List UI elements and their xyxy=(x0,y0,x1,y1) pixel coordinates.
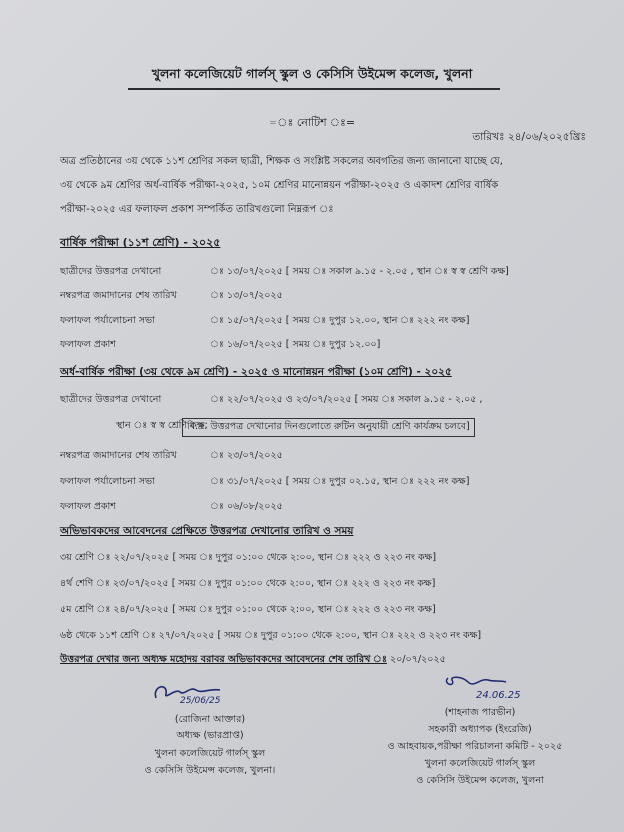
section-heading-half-yearly: অর্ধ-বার্ষিক পরীক্ষা (৩য় থেকে ৯ম শ্রেণি) - ২০২৫ ও মানোন্নয়ন পরীক্ষা (১০ম শ্রেণি) - ২০২৫ xyxy=(60,366,452,378)
right-name: (শাহনাজ পারভীন) xyxy=(444,707,516,718)
intro-line: ৩য় থেকে ৯ম শ্রেণির অর্ধ-বার্ষিক পরীক্ষা-২০২৫, ১০ম শ্রেণির মানোন্নয়ন পরীক্ষা-২০২৫ ও একাদশ শ্রেণির বার্ষিক xyxy=(60,180,499,191)
row-value: ঃ ২২/০৭/২০২৫ ও ২৩/০৭/২০২৫ [ সময় ঃ সকাল ৯.১৫ - ২.০৫ , xyxy=(210,394,483,405)
row-label: ছাত্রীদের উত্তরপত্র দেখানো xyxy=(60,394,162,405)
intro-line: পরীক্ষা-২০২৫ এর ফলাফল প্রকাশ সম্পর্কিত তারিখগুলো নিম্নরূপ ঃ xyxy=(60,204,334,215)
row-value: ঃ ০৬/০৮/২০২৫ xyxy=(210,501,283,512)
left-name: (রোজিনা আক্তার) xyxy=(174,714,246,725)
row-label: ছাত্রীদের উত্তরপত্র দেখানো xyxy=(60,266,162,277)
right-signature-date: 24.06.25 xyxy=(476,690,521,701)
row-label: নম্বরপত্র জমাদানের শেষ তারিখ xyxy=(60,450,177,461)
notice-date: তারিখঃ ২৪/০৬/২০২৫খ্রিঃ xyxy=(472,131,586,143)
deadline-label: উত্তরপত্র দেখার জন্য অধ্যক্ষ মহোদয় বরাবর অভিভাবকদের আবেদনের শেষ তারিখ ঃ xyxy=(60,654,387,665)
right-title: সহকারী অধ্যাপক (ইংরেজি) xyxy=(428,724,532,735)
row-value: ঃ ২৩/০৭/২০২৫ xyxy=(210,450,283,461)
intro-line: অত্র প্রতিষ্ঠানের ৩য় থেকে ১১শ শ্রেণির সকল ছাত্রী, শিক্ষক ও সংশ্লিষ্ট সকলের অবগতির জন্য জানানো যাচ্ছে যে, xyxy=(60,156,503,167)
place-text: স্থান ঃ স্ব স্ব শ্রেণি কক্ষ; xyxy=(116,420,208,431)
left-org2: ও কেসিসি উইমেন্স কলেজ, খুলনা। xyxy=(144,765,276,776)
row-value: ঃ ১৬/০৭/২০২৫ [ সময় ঃ দুপুর ১২.০০] xyxy=(210,339,381,350)
section-heading-annual: বার্ষিক পরীক্ষা (১১শ শ্রেণি) - ২০২৫ xyxy=(60,236,221,249)
notice-heading: =ঃ নোটিশ ঃ= xyxy=(268,116,356,129)
right-org2: ও কেসিসি উইমেন্স কলেজ, খুলনা xyxy=(416,775,544,786)
boxed-note: বি.দ্র. উত্তরপত্র দেখানোর দিনগুলোতে রুটিন অনুযায়ী শ্রেণি কার্যক্রম চলবে] xyxy=(182,418,475,437)
deadline-date: ২০/০৭/২০২৫ xyxy=(389,654,446,665)
row-label: ফলাফল পর্যালোচনা সভা xyxy=(60,315,155,326)
institution-title: খুলনা কলেজিয়েট গার্লস্ স্কুল ও কেসিসি উইমেন্স কলেজ, খুলনা xyxy=(151,66,473,81)
row-value: ঃ ১৩/০৭/২০২৫ xyxy=(210,290,283,301)
title-underline xyxy=(128,88,500,90)
right-committee: ও আহবায়ক,পরীক্ষা পরিচালনা কমিটি - ২০২৫ xyxy=(387,741,563,752)
left-signature-date: 25/06/25 xyxy=(180,696,221,706)
row-label: ফলাফল প্রকাশ xyxy=(60,501,116,512)
guardian-row: ৬ষ্ঠ থেকে ১১শ শ্রেণি ঃ ২৭/০৭/২০২৫ [ সময় ঃ দুপুর ০১:০০ থেকে ২:০০, স্থান ঃ ২২২ ও ২২৩ নং কক্ষ] xyxy=(60,630,482,641)
row-value: ঃ ৩১/০৭/২০২৫ [ সময় ঃ দুপুর ০২.১৫, স্থান ঃ ২২২ নং কক্ষ] xyxy=(210,476,470,487)
guardian-row: ৫ম শ্রেণি ঃ ২৪/০৭/২০২৫ [ সময় ঃ দুপুর ০১:০০ থেকে ২:০০, স্থান ঃ ২২২ ও ২২৩ নং কক্ষ] xyxy=(60,604,436,615)
row-value: ঃ ১৩/০৭/২০২৫ [ সময় ঃ সকাল ৯.১৫ - ২.০৫ , স্থান ঃ স্ব স্ব শ্রেণি কক্ষ] xyxy=(210,266,509,277)
deadline-line xyxy=(60,653,446,668)
guardian-row: ৩য় শ্রেণি ঃ ২২/০৭/২০২৫ [ সময় ঃ দুপুর ০১:০০ থেকে ২:০০, স্থান ঃ ২২২ ও ২২৩ নং কক্ষ] xyxy=(60,552,437,563)
section-heading-guardian: অভিভাবকদের আবেদনের প্রেক্ষিতে উত্তরপত্র দেখানোর তারিখ ও সময় xyxy=(60,525,354,537)
right-org1: খুলনা কলেজিয়েট গার্লস্ স্কুল xyxy=(424,758,536,769)
left-title: অধ্যক্ষ (ভারপ্রাপ্ত) xyxy=(176,730,244,741)
row-value: ঃ ১৫/০৭/২০২৫ [ সময় ঃ দুপুর ১২.০০, স্থান ঃ ২২২ নং কক্ষ] xyxy=(210,315,470,326)
row-label: নম্বরপত্র জমাদানের শেষ তারিখ xyxy=(60,290,177,301)
row-label: ফলাফল পর্যালোচনা সভা xyxy=(60,476,155,487)
left-org1: খুলনা কলেজিয়েট গার্লস্ স্কুল xyxy=(154,748,266,759)
row-label: ফলাফল প্রকাশ xyxy=(60,339,116,350)
guardian-row: ৪র্থ শেণি ঃ ২৩/০৭/২০২৫ [ সময় ঃ দুপুর ০১:০০ থেকে ২:০০, স্থান ঃ ২২২ ও ২২৩ নং কক্ষ] xyxy=(60,578,436,589)
